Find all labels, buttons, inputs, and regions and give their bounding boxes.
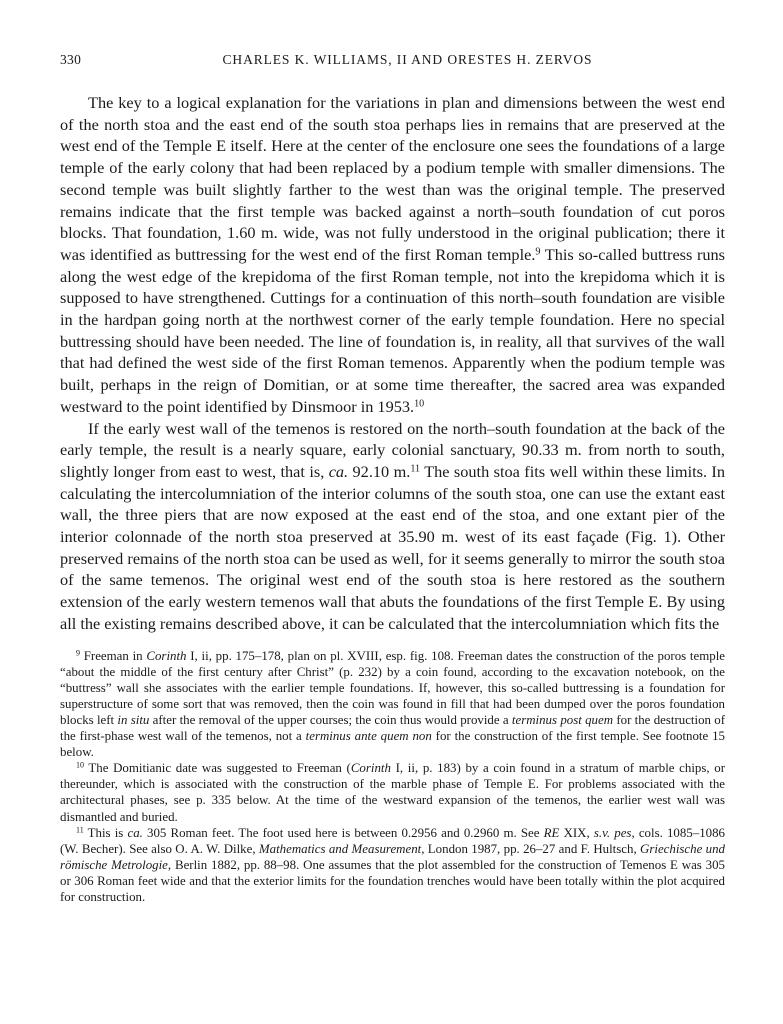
italic-text: terminus ante quem non	[305, 729, 432, 744]
text-run: The key to a logical explanation for the variations in plan and dimensions between the west end of the north stoa and the east end of the south stoa perhaps lies in remains that are preserved at the west end of the Temple E itself. Here at the center of the enclosure one sees the foundations of a large temple of the early colony that had been replaced by a podium temple with smaller dimensions. The second temple was built slightly farther to the west than was the original temple. The preserved remains indicate that the first temple was backed against a north–south foundation of cut poros blocks. That foundation, 1.60 m. wide, was not fully understood in the original publication; there it was identified as buttressing for the west end of the first Roman temple.	[60, 93, 725, 264]
body-text	[60, 92, 725, 635]
paragraph	[60, 418, 725, 635]
footnote-ref: 9	[535, 246, 541, 258]
text-run: XIX,	[559, 825, 594, 840]
italic-text: terminus post quem	[511, 712, 614, 727]
footnote-ref: 11	[410, 463, 421, 475]
text-run: This so-called buttress runs along the west edge of the krepidoma of the first Roman temple, not into the krepidoma which it is supposed to have strengthened. Cuttings for a continuation of this north–south foundation are visible in the hardpan going north at the northwest corner of the early temple foundation. Here no special buttressing should have been needed. The line of foundation is, in reality, all that survives of the wall that had defined the west side of the first Roman temenos. Apparently when the podium temple was built, perhaps in the reign of Domitian, or at some time thereafter, the sacred area was expanded westward to the point identified by Dinsmoor in 1953.	[60, 244, 725, 416]
running-title: CHARLES K. WILLIAMS, II AND ORESTES H. ZERVOS	[222, 52, 593, 67]
text-run: The Domitianic date was suggested to Freeman (	[83, 761, 351, 776]
page-number: 330	[60, 52, 82, 67]
text-run: If the early west wall of the temenos is restored on the north–south foundation at the back of the early temple, the result is a nearly square, early colonial sanctuary, 90.33 m. from north to south, slightly longer from east to west, that is,	[60, 418, 725, 481]
footnote-11	[60, 825, 725, 905]
text-run: 92.10 m.	[348, 461, 411, 481]
italic-text: RE	[543, 825, 560, 840]
italic-text: s.v. pes	[593, 825, 632, 840]
footnote-ref: 11	[76, 825, 84, 835]
text-run: for the construction of the first temple. See footnote 15 below.	[60, 729, 725, 760]
footnote-ref: 10	[76, 760, 84, 770]
running-header	[60, 52, 725, 74]
text-run: 305 Roman feet. The foot used here is between 0.2956 and 0.2960 m. See	[142, 825, 544, 840]
document-page	[60, 52, 725, 905]
text-run: Freeman in	[80, 648, 147, 663]
text-run: after the removal of the upper courses; the coin thus would provide a	[149, 712, 512, 727]
footnote-9	[60, 648, 725, 761]
italic-text: Corinth	[146, 648, 187, 663]
text-run: The south stoa fits well within these limits. In calculating the intercolumniation of the interior columns of the south stoa, one can use the extant east wall, the three piers that are now exposed at the east end of the stoa, and one extant pier of the interior colonnade of the north stoa preserved at 35.90 m. west of its east façade (Fig. 1). Other preserved remains of the north stoa can be used as well, for it seems generally to mirror the south stoa of the same temenos. The original west end of the south stoa is here restored as the southern extension of the early western temenos wall that abuts the foundations of the first Temple E. By using all the existing remains described above, it can be calculated that the intercolumniation which fits the	[60, 461, 725, 633]
italic-text: ca.	[127, 825, 143, 840]
footnotes	[60, 648, 725, 906]
text-run: I, ii, p. 183) by a coin found in a stratum of marble chips, or thereunder, which is associated with the construction of the marble phase of Temple E. For problems associated with the architectural phases, see p. 335 below. At the time of the westward expansion of the temenos, the earlier west wall was dismantled and buried.	[60, 761, 726, 824]
text-run: , cols. 1085–1086 (W. Becher). See also O. A. W. Dilke,	[60, 825, 725, 856]
text-run: , London 1987, pp. 26–27 and F. Hultsch,	[421, 841, 641, 856]
paragraph	[60, 92, 725, 418]
footnote-10	[60, 760, 725, 824]
italic-text: Corinth	[350, 761, 391, 776]
text-run: I, ii, pp. 175–178, plan on pl. XVIII, esp. fig. 108. Freeman dates the construction of the poros temple “about the middle of the first century after Christ” (p. 232) by a coin found, according to the excavation notebook, on the “buttress” wall she associates with the earlier temple foundations. If, however, this so-called buttressing is a foundation for superstructure of some sort that was removed, then the coin was found in fill that had been dumped over the poros foundation blocks left	[60, 648, 725, 727]
footnote-ref: 10	[414, 398, 425, 410]
text-run: for the destruction of the first-phase west wall of the temenos, not a	[60, 712, 725, 744]
text-run: This is	[83, 825, 128, 840]
italic-text: in situ	[117, 712, 150, 727]
italic-text: Mathematics and Measurement	[258, 841, 422, 856]
italic-text: Griechische und römische Metrologie	[60, 841, 726, 872]
footnote-ref: 9	[76, 648, 80, 658]
text-run: , Berlin 1882, pp. 88–98. One assumes that the plot assembled for the construction of Temenos E was 305 or 306 Roman feet wide and that the exterior limits for the foundation trenches would have been totally within the plot acquired for construction.	[60, 857, 725, 904]
italic-text: ca.	[328, 461, 349, 481]
